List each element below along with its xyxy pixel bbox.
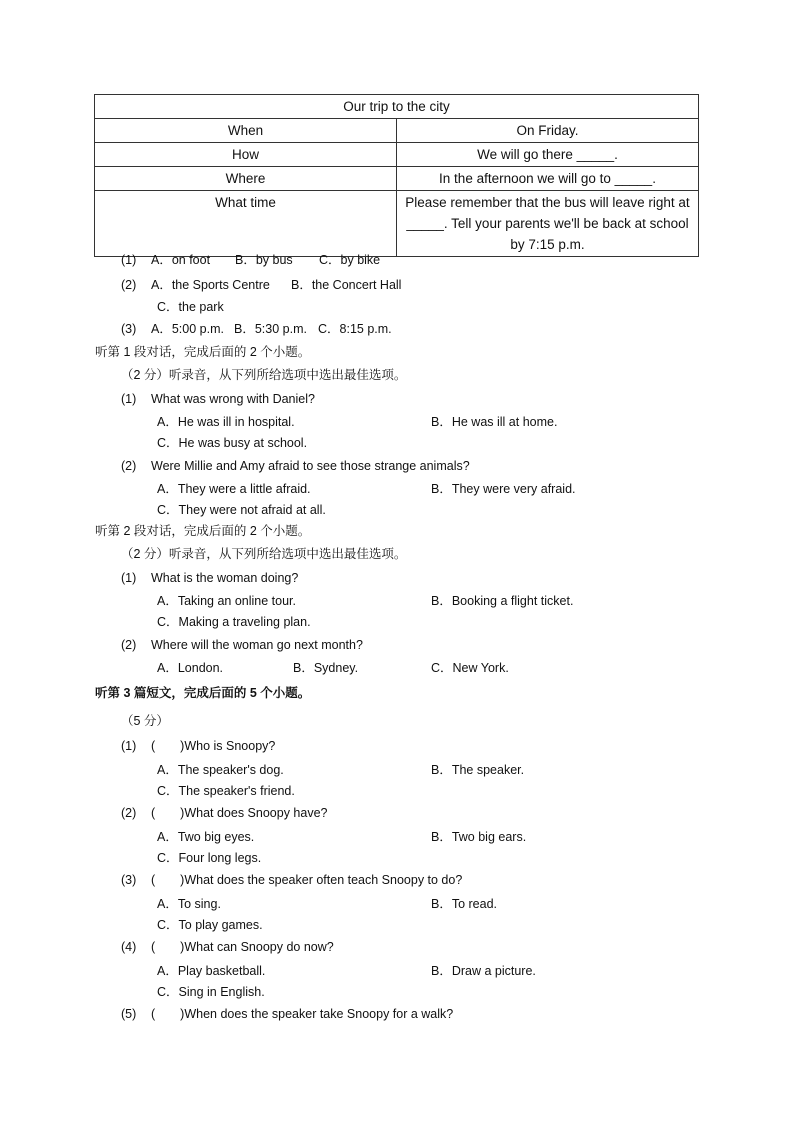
section-instruction: （2 分）听录音，从下列所给选项中选出最佳选项。: [121, 547, 407, 561]
table-row: [95, 119, 699, 143]
table-row: [95, 191, 699, 257]
question-stem: What was wrong with Daniel?: [151, 392, 315, 406]
option-a: A．Taking an online tour.: [157, 594, 296, 608]
question-number: (2): [121, 638, 137, 652]
option-b: B．The speaker.: [431, 763, 525, 777]
question-number: (2): [121, 459, 137, 473]
question-stem: ( )What does the speaker often teach Snoopy to do?: [151, 873, 463, 887]
question-number: (5): [121, 1007, 137, 1021]
option-c: C．8:15 p.m.: [318, 322, 392, 336]
option-a: A．the Sports Centre: [151, 278, 270, 292]
section-heading: 听第 1 段对话，完成后面的 2 个小题。: [95, 345, 311, 359]
table-value: Please remember that the bus will leave right at _____. Tell your parents we'll be back at school by 7:15 p.m.: [397, 191, 699, 257]
question-number: (3): [121, 322, 137, 336]
table-value: In the afternoon we will go to _____.: [397, 167, 699, 191]
question-stem: ( )Who is Snoopy?: [151, 739, 276, 753]
section-heading: 听第 3 篇短文，完成后面的 5 个小题。: [95, 686, 311, 700]
option-a: A．5:00 p.m.: [151, 322, 224, 336]
option-a: A．Two big eyes.: [157, 830, 255, 844]
section-heading: 听第 2 段对话，完成后面的 2 个小题。: [95, 524, 311, 538]
question-number: (1): [121, 739, 137, 753]
table-label: How: [95, 143, 397, 167]
option-c: C．the park: [157, 300, 224, 314]
question-number: (1): [121, 571, 137, 585]
option-b: B．Sydney.: [293, 661, 359, 675]
option-a: A．London.: [157, 661, 224, 675]
option-c: C．The speaker's friend.: [157, 784, 295, 798]
question-stem: What is the woman doing?: [151, 571, 299, 585]
question-stem: ( )What does Snoopy have?: [151, 806, 328, 820]
table-title-row: [95, 95, 699, 119]
table-label: What time: [95, 191, 397, 257]
option-c: C．by bike: [319, 253, 381, 267]
table-label: Where: [95, 167, 397, 191]
table-row: [95, 167, 699, 191]
option-a: A．To sing.: [157, 897, 221, 911]
option-c: C．He was busy at school.: [157, 436, 308, 450]
option-c: C．New York.: [431, 661, 509, 675]
question-number: (4): [121, 940, 137, 954]
question-stem: Where will the woman go next month?: [151, 638, 363, 652]
table-title: Our trip to the city: [95, 95, 699, 119]
table-value: We will go there _____.: [397, 143, 699, 167]
option-b: B．Booking a flight ticket.: [431, 594, 574, 608]
option-a: A．on foot: [151, 253, 211, 267]
question-number: (2): [121, 278, 137, 292]
trip-table: [94, 94, 699, 257]
question-number: (3): [121, 873, 137, 887]
question-stem: ( )What can Snoopy do now?: [151, 940, 334, 954]
option-a: A．He was ill in hospital.: [157, 415, 295, 429]
option-b: B．Two big ears.: [431, 830, 527, 844]
table-row: [95, 143, 699, 167]
option-b: B．Draw a picture.: [431, 964, 536, 978]
table-value: On Friday.: [397, 119, 699, 143]
option-c: C．To play games.: [157, 918, 263, 932]
option-c: C．Four long legs.: [157, 851, 262, 865]
section-score: （5 分）: [121, 714, 169, 728]
question-number: (2): [121, 806, 137, 820]
option-a: A．They were a little afraid.: [157, 482, 311, 496]
option-b: B．They were very afraid.: [431, 482, 576, 496]
option-b: B．the Concert Hall: [291, 278, 402, 292]
option-c: C．Sing in English.: [157, 985, 265, 999]
section-instruction: （2 分）听录音，从下列所给选项中选出最佳选项。: [121, 368, 407, 382]
option-b: B．He was ill at home.: [431, 415, 558, 429]
option-b: B．5:30 p.m.: [234, 322, 307, 336]
question-number: (1): [121, 253, 137, 267]
option-a: A．Play basketball.: [157, 964, 266, 978]
option-b: B．by bus: [235, 253, 293, 267]
question-stem: ( )When does the speaker take Snoopy for a walk?: [151, 1007, 454, 1021]
option-c: C．Making a traveling plan.: [157, 615, 311, 629]
option-c: C．They were not afraid at all.: [157, 503, 326, 517]
question-stem: Were Millie and Amy afraid to see those strange animals?: [151, 459, 470, 473]
table-label: When: [95, 119, 397, 143]
option-b: B．To read.: [431, 897, 498, 911]
option-a: A．The speaker's dog.: [157, 763, 284, 777]
question-number: (1): [121, 392, 137, 406]
